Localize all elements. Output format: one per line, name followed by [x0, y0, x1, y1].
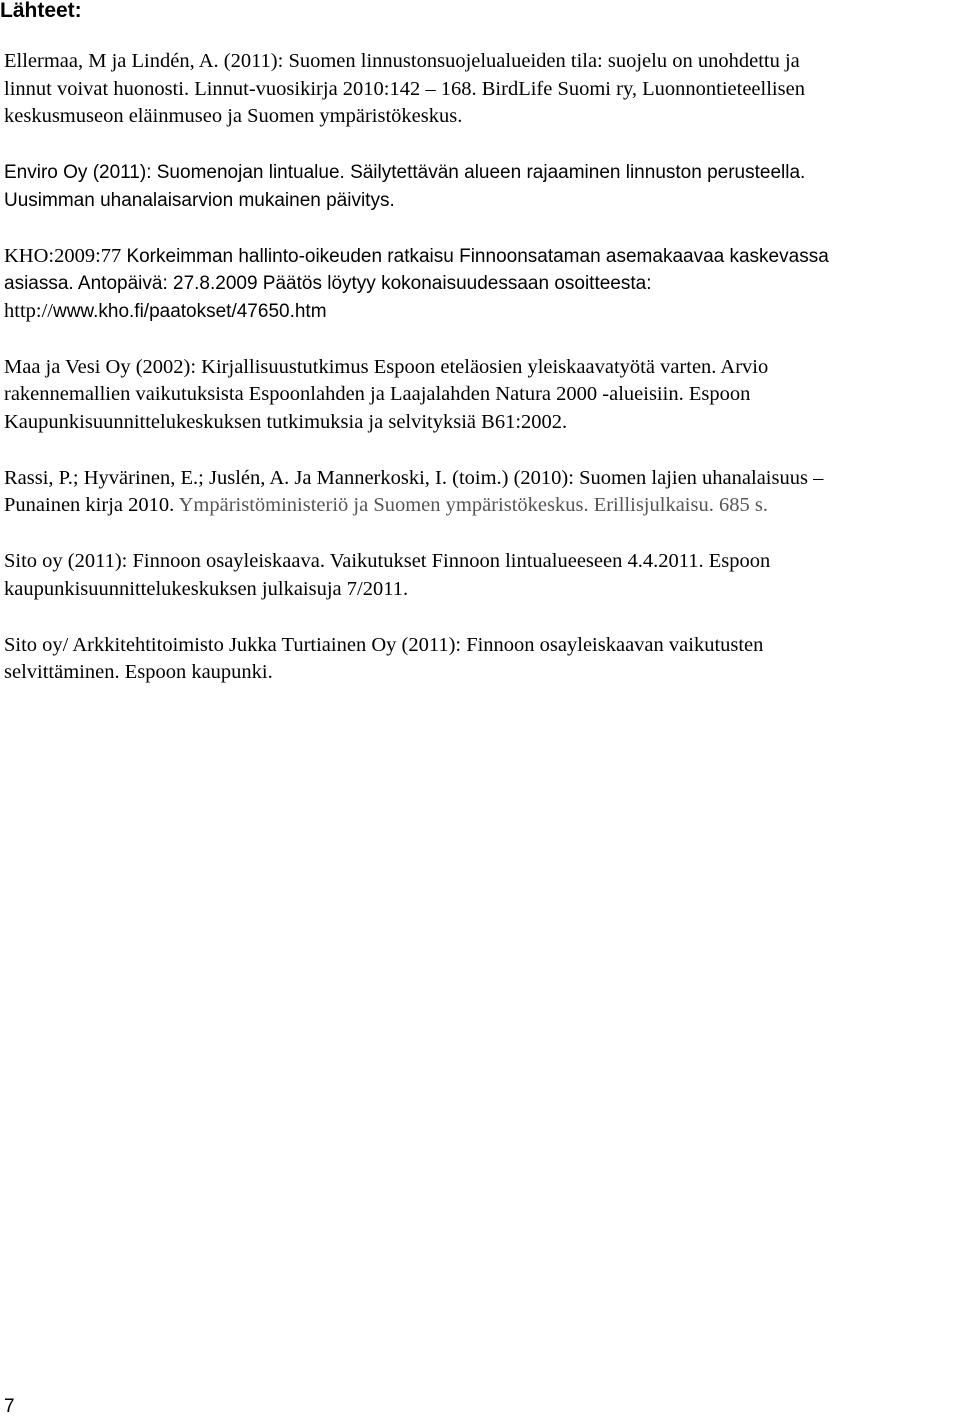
- reference-maa-ja-vesi: [4, 354, 954, 437]
- reference-line: keskusmuseon eläinmuseo ja Suomen ympäristökeskus.: [4, 105, 463, 128]
- reference-line: Ellermaa, M ja Lindén, A. (2011): Suomen linnustonsuojelualueiden tila: suojelu on unohdettu ja: [4, 50, 800, 72]
- reference-line: Ympäristöministeriö ja Suomen ympäristökeskus. Erillisjulkaisu. 685 s.: [178, 494, 768, 517]
- reference-line: KHO:2009:77: [4, 244, 127, 267]
- page-number: 7: [4, 1396, 15, 1417]
- reference-line: Uusimman uhanalaisarvion mukainen päivitys.: [4, 189, 395, 211]
- reference-line: linnut voivat huonosti. Linnut-vuosikirja 2010:142 – 168. BirdLife Suomi ry, Luonnontieteellisen: [4, 77, 805, 100]
- reference-line: kaupunkisuunnittelukeskuksen julkaisuja 7/2011.: [4, 577, 409, 600]
- reference-kho: [4, 243, 954, 326]
- reference-line: Enviro Oy (2011): Suomenojan lintualue. Säilytettävän alueen rajaaminen linnuston perusteella.: [4, 162, 806, 184]
- reference-rassi: [4, 465, 954, 520]
- reference-url[interactable]: http://: [4, 299, 53, 322]
- page-title: Lähteet:: [0, 0, 82, 22]
- reference-line: rakennemallien vaikutuksista Espoonlahden ja Laajalahden Natura 2000 -alueisiin. Espoon: [4, 383, 751, 406]
- reference-line: Maa ja Vesi Oy (2002): Kirjallisuustutkimus Espoon eteläosien yleiskaavatyötä varten. Arvio: [4, 355, 769, 378]
- reference-sito-2011: [4, 548, 954, 603]
- reference-sito-turtiainen: [4, 632, 954, 687]
- reference-line: Korkeimman hallinto-oikeuden ratkaisu Finnoonsataman asemakaavaa kaskevassa: [126, 245, 829, 267]
- reference-line: Sito oy (2011): Finnoon osayleiskaava. Vaikutukset Finnoon lintualueeseen 4.4.2011. Espoon: [4, 550, 771, 573]
- reference-line: selvittäminen. Espoon kaupunki.: [4, 661, 273, 684]
- reference-list: [4, 48, 954, 715]
- reference-url[interactable]: www.kho.fi/paatokset/47650.htm: [52, 300, 327, 322]
- reference-line: Rassi, P.; Hyvärinen, E.; Juslén, A. Ja Mannerkoski, I. (toim.) (2010): Suomen lajien uhanalaisuus –: [4, 466, 824, 489]
- reference-line: Punainen kirja 2010.: [4, 494, 179, 517]
- reference-ellermaa: [4, 48, 954, 131]
- reference-enviro: [4, 159, 954, 214]
- reference-line: Sito oy/ Arkkitehtitoimisto Jukka Turtiainen Oy (2011): Finnoon osayleiskaavan vaikutusten: [4, 633, 764, 656]
- reference-line: Kaupunkisuunnittelukeskuksen tutkimuksia ja selvityksiä B61:2002.: [4, 411, 568, 434]
- reference-line: asiassa. Antopäivä: 27.8.2009 Päätös löytyy kokonaisuudessaan osoitteesta:: [4, 273, 652, 295]
